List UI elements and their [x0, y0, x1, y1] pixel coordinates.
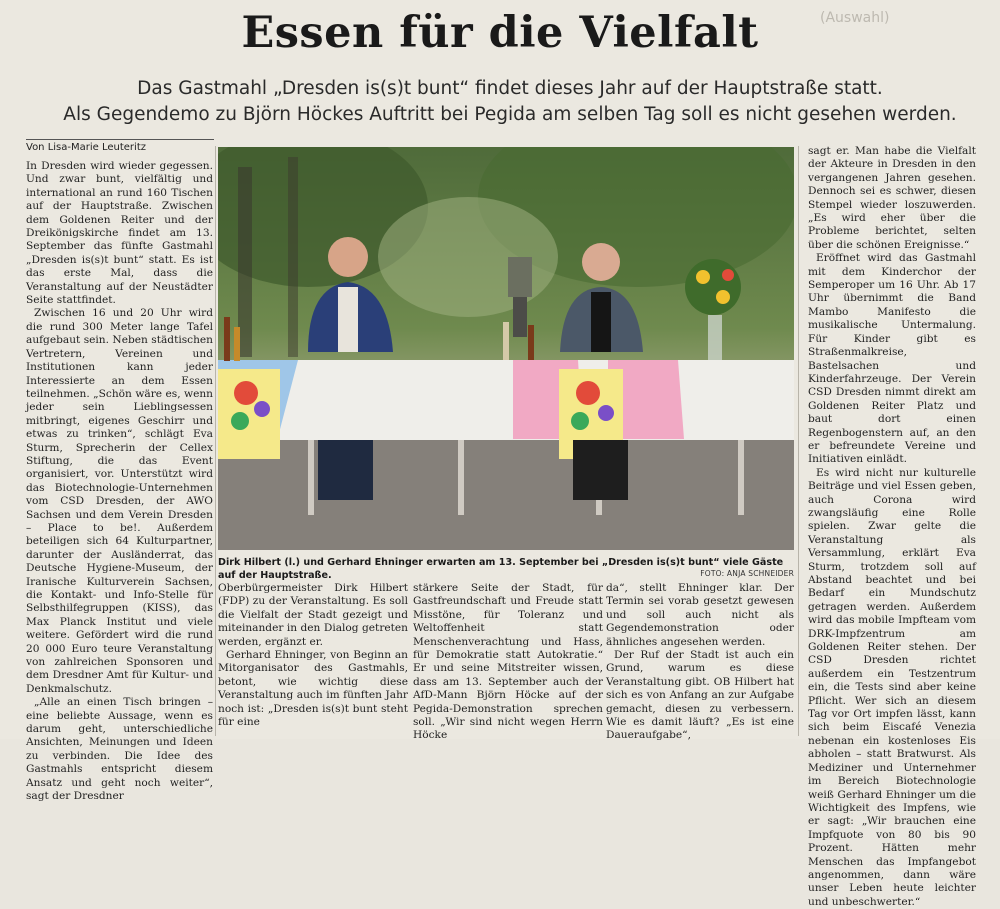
paragraph: Der Ruf der Stadt ist auch ein Grund, warum es diese Veranstaltung gibt. OB Hilbert hat sich es von Anfang an zur Aufgabe gemacht, diesen zu verbessern. Wie es damit läuft? „Es ist eine Daueraufgabe“, [606, 649, 794, 742]
paragraph: Zwischen 16 und 20 Uhr wird die rund 300 Meter lange Tafel aufgebaut sein. Neben städtischen Vertretern, Vereinen und Institutionen kann jeder Interessierte an dem Essen teilnehmen. „Schön wäre es, wenn jeder sein Lieblingsessen mitbringt, eigenes Geschirr und etwas zu trinken“, schlägt Eva Sturm, Sprecherin der Cellex Stiftung, die das Event organisiert, vor. Unterstützt wird das Biotechnologie-Unternehmen vom CSD Dresden, der AWO Sachsen und dem Verein Dresden – Place to be!. Außerdem beteiligen sich 64 Kulturpartner, darunter der Ausländerrat, das Deutsche Hygiene-Museum, der Iranische Kulturverein Sachsen, die Kontakt- und Info-Stelle für Selbsthilfegruppen (KISS), das Max Planck Institut und viele weitere. Gefördert wird die rund 20 000 Euro teure Veranstaltung von zahlreichen Sponsoren und dem Dresdner Amt für Kultur- und Denkmalschutz. [26, 307, 213, 695]
paragraph: sagt er. Man habe die Vielfalt der Akteure in Dresden in den vergangenen Jahren gesehen. Dennoch sei es schwer, diesen Stempel wieder loszuwerden. „Es wird eher über die Probleme berichtet, selten über die schönen Ereignisse.“ [808, 145, 976, 251]
paragraph: stärkere Seite der Stadt, für Gastfreundschaft und Freude statt Misstöne, für Toleranz und Weltoffenheit statt Menschenverachtung und Hass, für Demokratie statt Autokratie.“ Er und seine Mitstreiter wissen, dass am 13. September auch der AfD-Mann Björn Höcke auf der Pegida-Demonstration sprechen soll. „Wir sind nicht wegen Herrn Höcke [413, 582, 603, 742]
subhead-line-1: Das Gastmahl „Dresden is(s)t bunt“ findet dieses Jahr auf der Hauptstraße statt. [137, 78, 883, 99]
paragraph: Gerhard Ehninger, von Beginn an Mitorganisator des Gastmahls, betont, wie wichtig diese Veranstaltung auch im fünften Jahr noch ist: „Dresden is(s)t bunt steht für eine [218, 649, 408, 729]
column-1 [26, 160, 213, 804]
column-5 [808, 145, 976, 909]
faded-header-text: (Auswahl) [820, 10, 890, 26]
subheadline [60, 76, 960, 128]
paragraph: da“, stellt Ehninger klar. Der Termin sei vorab gesetzt gewesen und soll auch nicht als Gegendemonstration oder ähnliches angesehen werden. [606, 582, 794, 648]
photo-credit: FOTO: ANJA SCHNEIDER [700, 569, 794, 578]
column-4 [606, 582, 794, 743]
paragraph: Oberbürgermeister Dirk Hilbert (FDP) zu der Veranstaltung. Es soll die Vielfalt der Stadt gezeigt und miteinander in den Dialog getreten werden, ergänzt er. [218, 582, 408, 648]
column-2 [218, 582, 408, 729]
byline-rule [26, 139, 214, 140]
subhead-line-2: Als Gegendemo zu Björn Höckes Auftritt bei Pegida am selben Tag soll es nicht gesehen werden. [63, 104, 957, 125]
headline: Essen für die Vielfalt [241, 8, 759, 58]
byline: Von Lisa-Marie Leuteritz [26, 142, 146, 153]
paragraph: In Dresden wird wieder gegessen. Und zwar bunt, vielfältig und international an rund 160 Tischen auf der Hauptstraße. Zwischen dem Goldenen Reiter und der Dreikönigskirche findet am 13. September das fünfte Gastmahl „Dresden is(s)t bunt“ statt. Es ist das erste Mal, dass die Veranstaltung auf der Neustädter Seite stattfindet. [26, 160, 213, 307]
photo-caption: Dirk Hilbert (l.) und Gerhard Ehninger erwarten am 13. September bei „Dresden is(s)t bunt“ viele Gäste auf der Hauptstraße. [218, 557, 784, 581]
article-photo [218, 147, 794, 550]
column-divider [798, 146, 799, 736]
column-divider [215, 146, 216, 736]
paragraph: Eröffnet wird das Gastmahl mit dem Kinderchor der Semperoper um 16 Uhr. Ab 17 Uhr übernimmt die Band Mambo Manifesto die musikalische Untermalung. Für Kinder gibt es Straßenmalkreise, Bastelsachen und Kinderfahrzeuge. Der Verein CSD Dresden nimmt direkt am Goldenen Reiter Platz und baut dort einen Regenbogenstern auf, an den er befreundete Vereine und Initiativen einlädt. [808, 252, 976, 466]
column-3 [413, 582, 603, 743]
paragraph: „Alle an einen Tisch bringen – eine beliebte Aussage, wenn es darum geht, unterschiedliche Ansichten, Meinungen und Ideen zu verbinden. Die Idee des Gastmahls entspricht diesem Ansatz und geht noch weiter“, sagt der Dresdner [26, 696, 213, 803]
paragraph: Es wird nicht nur kulturelle Beiträge und viel Essen geben, auch Corona wird zwangsläufig eine Rolle spielen. Zwar gelte die Veranstaltung als Versammlung, erklärt Eva Sturm, trotzdem soll auf Abstand beachtet und bei Bedarf ein Mundschutz getragen werden. Außerdem wird das mobile Impfteam vom DRK-Impfzentrum am Goldenen Reiter stehen. Der CSD Dresden richtet außerdem ein Testzentrum ein, die Tests sind aber keine Pflicht. Wer sich an diesem Tag vor Ort impfen lässt, kann sich beim Eiscafé Venezia nebenan ein kostenloses Eis abholen – statt Bratwurst. Als Mediziner und Unternehmer im Bereich Biotechnologie weiß Gerhard Ehninger um die Wichtigkeit des Impfens, wie er sagt: „Wir brauchen eine Impfquote von 80 bis 90 Prozent. Hätten mehr Menschen das Impfangebot angenommen, dann wäre unser Leben heute leichter und unbeschwerter.“ [808, 466, 976, 908]
